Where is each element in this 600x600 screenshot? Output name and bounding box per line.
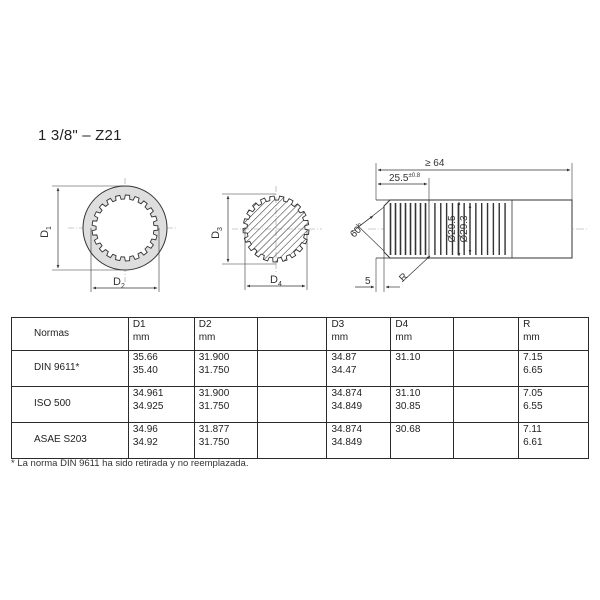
cell-value: 34.874 (331, 424, 363, 435)
table-cell (128, 387, 194, 423)
table-cell (391, 423, 454, 459)
d1-label: $D_1$ (39, 226, 53, 238)
table-header-cell (519, 318, 589, 351)
table-cell (194, 387, 257, 423)
d2-label: $D_2$ (113, 276, 125, 290)
angle-label: 60° (348, 221, 367, 241)
cell-value: 31.10 (395, 388, 421, 399)
header-name: D2 (198, 319, 212, 330)
table-cell (519, 351, 589, 387)
table-cell (194, 423, 257, 459)
header-name: D1 (132, 319, 146, 330)
table-cell (327, 387, 391, 423)
cell-value: 7.15 (523, 352, 543, 363)
shaft-side-view (368, 200, 588, 258)
chamfer-label: 5 (365, 276, 371, 287)
cell-value: 7.05 (523, 388, 543, 399)
overall-length-label: ≥ 64 (425, 158, 445, 169)
table-cell (454, 351, 519, 387)
table-cell (128, 351, 194, 387)
cell-value: 31.750 (198, 436, 230, 448)
table-cell (194, 351, 257, 387)
header-name: R (523, 319, 531, 330)
cell-value: 34.961 (132, 388, 164, 399)
radius-label: R (397, 271, 411, 285)
header-name: D3 (331, 319, 345, 330)
cell-value: 30.85 (395, 400, 421, 412)
cell-value: 31.750 (198, 400, 230, 412)
cell-value: 35.40 (132, 364, 158, 376)
cell-value: 34.849 (331, 436, 363, 448)
cell-value: 34.925 (132, 400, 164, 412)
table-header-cell: Normas (12, 318, 129, 351)
cell-value: 34.87 (331, 352, 357, 363)
table-cell (519, 423, 589, 459)
shaft-end-view (232, 186, 322, 272)
table-cell (327, 423, 391, 459)
table-row (12, 387, 589, 423)
header-unit: mm (132, 331, 150, 343)
cell-value: 7.11 (523, 424, 542, 435)
cell-value: 31.10 (395, 352, 421, 363)
d3-label: $D_3$ (210, 227, 224, 239)
table-header-cell (128, 318, 194, 351)
cell-value: 31.877 (198, 424, 230, 435)
cell-value (395, 365, 449, 378)
cell-value: 34.92 (132, 436, 158, 448)
table-cell (454, 387, 519, 423)
spline-length-label: $25.5^{\pm 0.8}$ (389, 173, 421, 184)
table-cell (391, 351, 454, 387)
table-header-row (12, 318, 589, 351)
table-cell: ASAE S203 (12, 423, 129, 459)
table-cell (454, 423, 519, 459)
table-cell: DIN 9611* (12, 351, 129, 387)
table-row (12, 351, 589, 387)
header-unit: mm (198, 331, 216, 343)
cell-value: 31.750 (198, 364, 230, 376)
cell-value: 6.65 (523, 364, 543, 376)
page-title: 1 3/8" – Z21 (38, 127, 122, 144)
d4-label: $D_4$ (270, 274, 282, 288)
dia-a-label: Ø29.5 (447, 215, 458, 243)
header-unit: mm (395, 331, 413, 343)
radius-dimension (397, 256, 430, 284)
header-unit: mm (331, 331, 349, 343)
table-header-cell (454, 318, 519, 351)
cell-value: 30.68 (395, 424, 421, 435)
header-name: D4 (395, 319, 409, 330)
table-header-cell (257, 318, 327, 351)
cell-value: 34.47 (331, 364, 357, 376)
table-header-cell (194, 318, 257, 351)
table-cell (257, 387, 327, 423)
table-cell (327, 351, 391, 387)
cell-value: 31.900 (198, 352, 230, 363)
length-dimensions (376, 158, 572, 200)
table-header-cell (327, 318, 391, 351)
cell-value: 6.55 (523, 400, 543, 412)
table-cell: ISO 500 (12, 387, 129, 423)
header-unit: mm (523, 331, 540, 343)
cell-value: 6.61 (523, 436, 543, 448)
spec-table (11, 317, 589, 459)
table-header-cell (391, 318, 454, 351)
table-cell (257, 351, 327, 387)
cell-value: 34.96 (132, 424, 158, 435)
dia-b-label: Ø29.3 (459, 215, 470, 243)
footnote: * La norma DIN 9611 ha sido retirada y no reemplazada. (11, 458, 249, 469)
cell-value: 31.900 (198, 388, 230, 399)
cell-value: 35.66 (132, 352, 158, 363)
cell-value: 34.849 (331, 400, 363, 412)
cell-value: 34.874 (331, 388, 363, 399)
table-cell (128, 423, 194, 459)
table-cell (257, 423, 327, 459)
table-row (12, 423, 589, 459)
table-cell (391, 387, 454, 423)
table-cell (519, 387, 589, 423)
cell-value (395, 437, 449, 450)
hub-end-view (68, 178, 178, 282)
